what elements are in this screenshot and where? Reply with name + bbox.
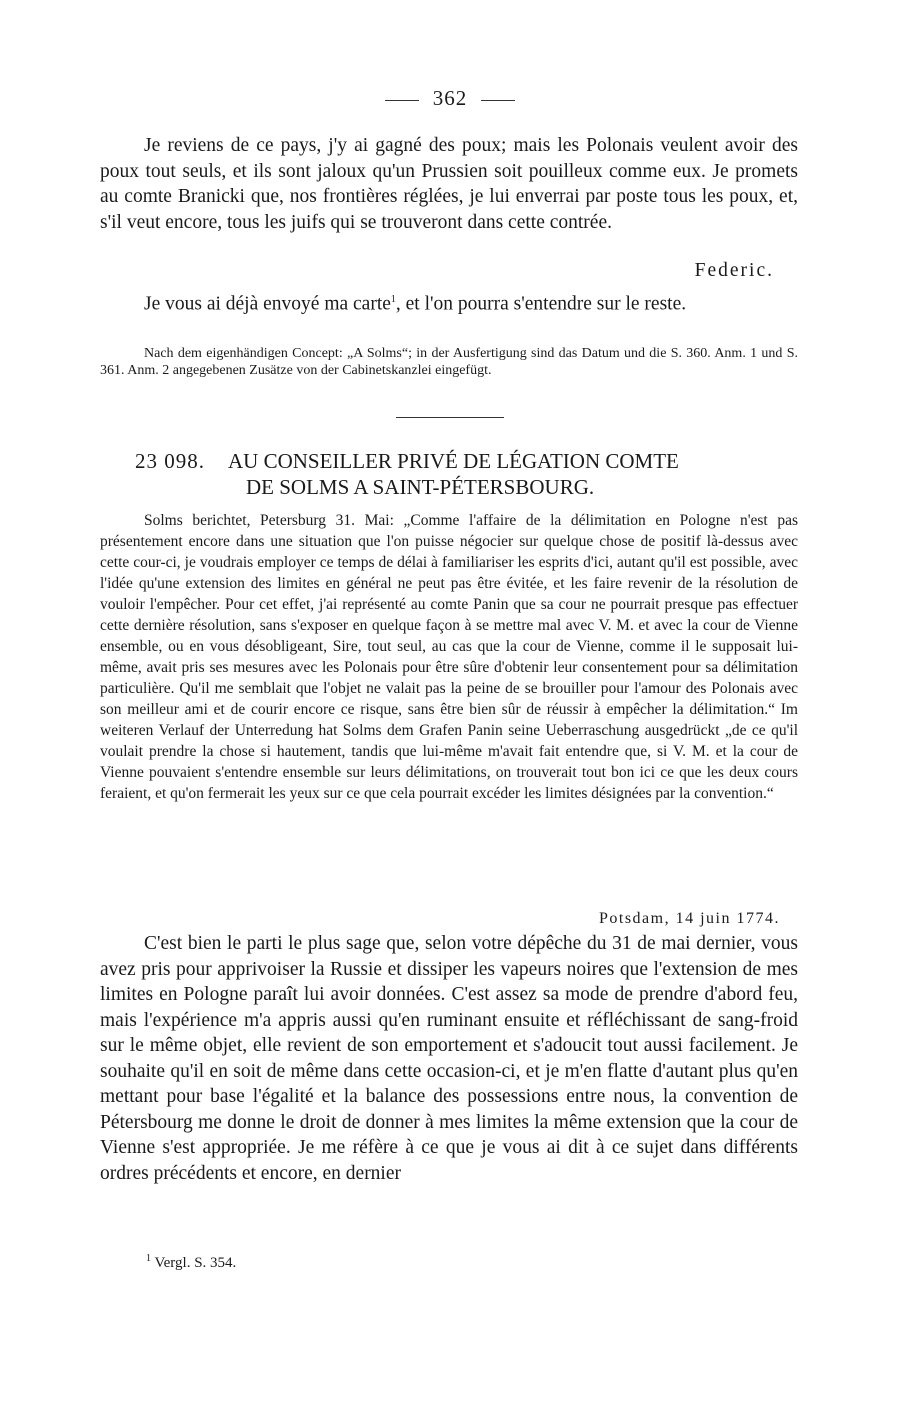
page-number-dash-right [481,100,515,101]
footnote-text: Vergl. S. 354. [154,1255,237,1271]
intro-paragraph-2 [100,287,798,317]
signature: Federic. [694,260,774,281]
letter-body: C'est bien le parti le plus sage que, selon votre dépêche du 31 de mai dernier, vous avez pris pour apprivoiser la Russie et dissiper les vapeurs noires que l'extension de mes limites en Pologne paraît lui avoir données. C'est assez sa mode de prendre d'abord feu, mais l'expérience m'a appris aussi qu'en ruminant ensuite et réfléchissant de sang-froid sur le même objet, elle revient de son emportement et s'adoucit tout aussi facilement. Je souhaite qu'il en soit de même dans cette occasion-ci, et je m'en flatte d'autant plus qu'en mettant pour base l'égalité et la balance des possessions entre nous, la convention de Pétersbourg me donne le droit de donner à mes limites la même extension que la cour de Vienne s'est appropriée. Je me réfère à ce que je vous ai dit à ce sujet dans différents ordres précédents et encore, en dernier [100,933,798,1184]
footnote [146,1253,236,1272]
footnote-mark: 1 [146,1253,151,1264]
intro-paragraph-1: Je reviens de ce pays, j'y ai gagné des poux; mais les Polonais veulent avoir des poux tout seuls, et ils sont jaloux qu'un Prussien soit pouilleux comme eux. Je promets au comte Branicki que, nos frontières réglées, je lui enverrai par poste tous les poux, et, s'il veut encore, tous les juifs qui se trouveront dans cette contrée. [100,135,798,233]
intro-paragraph-2-text-end: , et l'on pourra s'entendre sur le reste. [395,293,687,315]
page-number-text: 362 [432,86,468,110]
source-note: Nach dem eigenhändigen Concept: „A Solms“; in der Ausfertigung sind das Datum und die S. 360. Anm. 1 und S. 361. Anm. 2 angegebenen Zusätze von der Cabinetskanzlei eingefügt. [100,346,798,378]
page-number [0,86,900,111]
section-number: 23 098. [135,449,205,473]
intro-paragraph-2-text: Je vous ai déjà envoyé ma carte [144,293,391,315]
section-title-line-1: AU CONSEILLER PRIVÉ DE LÉGATION COMTE [228,449,679,473]
section-title-line-2: DE SOLMS A SAINT-PÉTERSBOURG. [246,475,595,499]
page-number-dash-left [385,100,419,101]
section-divider [396,417,504,418]
footnote-reference: 1 [390,294,396,305]
dateline: Potsdam, 14 juin 1774. [598,910,780,927]
report-summary: Solms berichtet, Petersburg 31. Mai: „Comme l'affaire de la délimitation en Pologne n'est pas présentement encore dans une situation que l'on puisse négocier sur quelque chose de positif là-dessus avec cette cour-ci, je voudrais employer ce temps de délai à familiariser les esprits d'ici, autant qu'il est possible, avec l'idée qu'une extension des limites en général ne peut pas être évitée, et les faire revenir de la résolution de vouloir l'empêcher. Pour cet effet, j'ai représenté au comte Panin que sa cour ne pourrait presque pas effectuer cette dernière résolution, sans s'exposer en quelque façon à se mettre mal avec V. M. et avec la cour de Vienne ensemble, ou en vous désobligeant, Sire, tout seul, au cas que la cour de Vienne, comme il le supposait lui-même, avait pris ses mesures avec les Polonais pour être sûre d'obtenir leur consentement pour sa délimitation particulière. Qu'il me semblait que l'objet ne valait pas la peine de se brouiller pour l'amour des Polonais avec son meilleur ami et de courir encore ce risque, sans être bien sûr de réussir à empêcher la délimitation.“ Im weiteren Verlauf der Unterredung hat Solms dem Grafen Panin seine Ueberraschung ausgedrückt „de ce qu'il voulait prendre la chose si hautement, tandis que lui-même m'avait fait entendre que, si V. M. et la cour de Vienne pouvaient s'entendre ensemble sur leurs délimitations, on trouverait tout bon ici ce que les deux cours feraient, et qu'on fermerait les yeux sur ce que cela pourrait excéder les limites désignées par la convention.“ [100,512,798,802]
